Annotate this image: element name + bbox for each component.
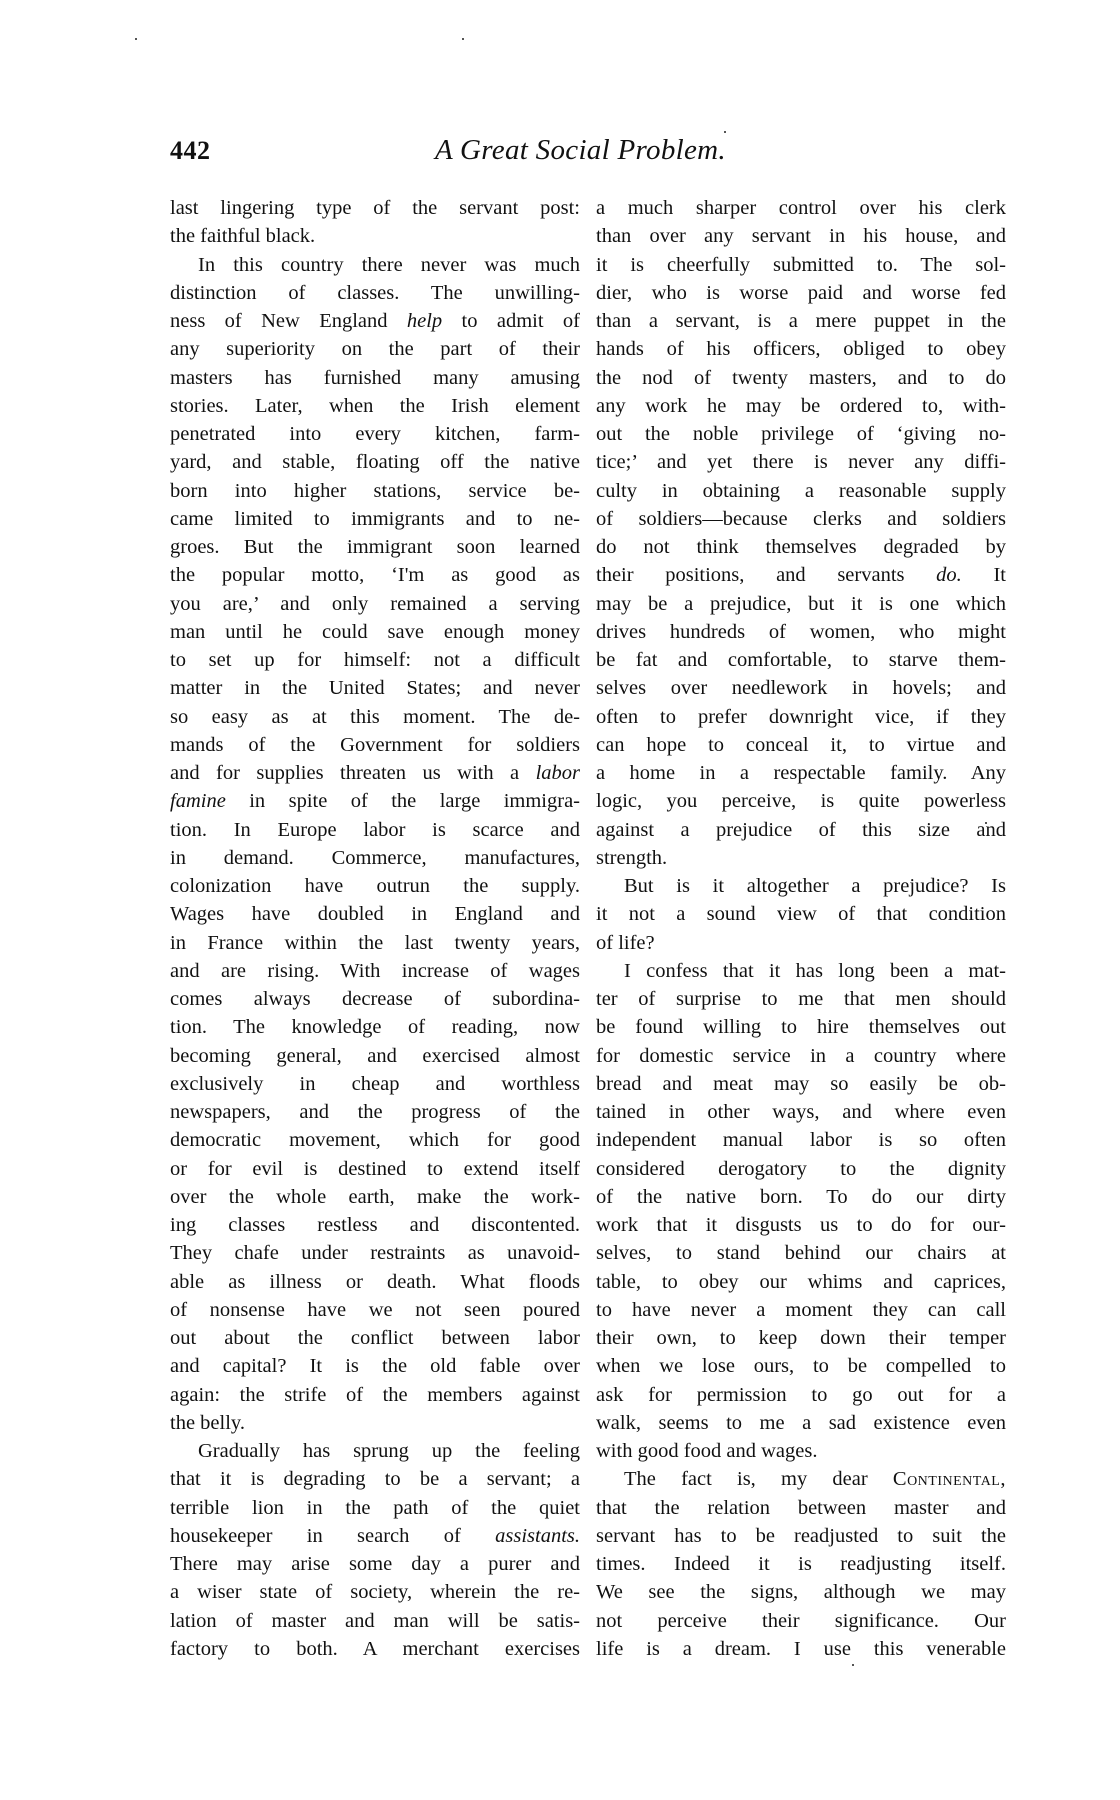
text-line: any work he may be ordered to, with- <box>596 394 1006 417</box>
text-line: so easy as at this moment. The de- <box>170 705 580 728</box>
scan-speck <box>135 38 137 40</box>
text-line: housekeeper in search of assistants. <box>170 1524 580 1547</box>
text-line: a wiser state of society, wherein the re- <box>170 1581 580 1604</box>
text-line: hands of his officers, obliged to obey <box>596 338 1006 361</box>
text-line: born into higher stations, service be- <box>170 479 580 502</box>
text-line: the popular motto, ‘I'm as good as <box>170 564 580 587</box>
text-line: a much sharper control over his clerk <box>596 197 1006 219</box>
text-line: Wages have doubled in England and <box>170 903 580 926</box>
text-line: last lingering type of the servant post: <box>170 197 580 219</box>
text-line: considered derogatory to the dignity <box>596 1157 1006 1180</box>
text-line: out about the conflict between labor <box>170 1327 580 1349</box>
text-line: a home in a respectable family. Any <box>596 762 1006 784</box>
text-line: factory to both. A merchant exercises <box>170 1637 580 1660</box>
text-line: their positions, and servants do. It <box>596 564 1006 587</box>
text-line: strength. <box>596 846 668 869</box>
emphasis: help <box>406 310 443 332</box>
text-line: the belly. <box>170 1411 245 1434</box>
text-line: of the native born. To do our dirty <box>596 1185 1006 1208</box>
text-line: life is a dream. I use this venerable <box>596 1637 1006 1660</box>
text-line: of life? <box>596 931 655 954</box>
text-line: table, to obey our whims and caprices, <box>596 1270 1006 1293</box>
emphasis: do. <box>936 564 962 587</box>
text-line: logic, you perceive, is quite powerless <box>596 790 1006 813</box>
text-line: yard, and stable, floating off the native <box>170 451 580 474</box>
text-line: There may arise some day a purer and <box>170 1553 580 1575</box>
text-line: stories. Later, when the Irish element <box>170 394 580 417</box>
text-line: than over any servant in his house, and <box>596 225 1006 248</box>
text-line: bread and meat may so easily be ob- <box>596 1072 1006 1095</box>
text-line: it not a sound view of that condition <box>596 903 1006 926</box>
text-line: and are rising. With increase of wages <box>170 959 580 982</box>
running-title: A Great Social Problem. <box>435 134 726 166</box>
text-line: masters has furnished many amusing <box>170 366 580 389</box>
text-line: tion. In Europe labor is scarce and <box>170 818 580 841</box>
text-line: times. Indeed it is readjusting itself. <box>596 1553 1006 1575</box>
text-line: again: the strife of the members against <box>170 1383 580 1406</box>
text-line: lation of master and man will be satis- <box>170 1609 580 1632</box>
text-line: do not think themselves degraded by <box>596 536 1006 558</box>
text-line: able as illness or death. What floods <box>170 1270 580 1293</box>
text-line: democratic movement, which for good <box>170 1129 580 1152</box>
text-line: that it is degrading to be a servant; a <box>170 1468 580 1491</box>
text-line: can hope to conceal it, to virtue and <box>596 733 1006 756</box>
text-line: newspapers, and the progress of the <box>170 1101 580 1123</box>
text-line: penetrated into every kitchen, farm- <box>170 423 580 445</box>
text-line: that the relation between master and <box>596 1496 1006 1519</box>
small-caps: Continental, <box>892 1468 1006 1491</box>
text-line: their own, to keep down their temper <box>596 1327 1006 1349</box>
text-line: not perceive their significance. Our <box>596 1609 1006 1632</box>
text-line: servant has to be readjusted to suit the <box>596 1524 1006 1547</box>
text-line: We see the signs, although we may <box>596 1581 1006 1604</box>
text-line: ask for permission to go out for a <box>596 1383 1006 1406</box>
text-line: selves, to stand behind our chairs at <box>596 1242 1006 1265</box>
text-line: tained in other ways, and where even <box>596 1101 1006 1123</box>
page-number: 442 <box>170 136 211 165</box>
text-line: I confess that it has long been a mat- <box>624 959 1006 982</box>
text-line: for domestic service in a country where <box>596 1044 1006 1067</box>
text-line: or for evil is destined to extend itself <box>170 1157 580 1180</box>
scan-speck <box>462 38 464 40</box>
text-line: distinction of classes. The unwilling- <box>170 281 580 304</box>
text-line: tion. The knowledge of reading, now <box>170 1016 580 1039</box>
text-line: But is it altogether a prejudice? Is <box>624 875 1006 897</box>
text-line: over the whole earth, make the work- <box>170 1185 580 1208</box>
text-line: the faithful black. <box>170 225 316 248</box>
text-line: comes always decrease of subordina- <box>170 988 580 1010</box>
text-line: ing classes restless and discontented. <box>170 1214 580 1236</box>
right-column <box>596 194 1006 1663</box>
text-line: famine in spite of the large immigra- <box>170 790 580 813</box>
text-line: of nonsense have we not seen poured <box>170 1298 580 1321</box>
text-line: in demand. Commerce, manufactures, <box>170 846 580 869</box>
text-line: ter of surprise to me that men should <box>596 988 1006 1010</box>
text-line: often to prefer downright vice, if they <box>596 705 1006 728</box>
text-line: than a servant, is a mere puppet in the <box>596 310 1006 332</box>
text-line: came limited to immigrants and to ne- <box>170 507 580 530</box>
text-line: colonization have outrun the supply. <box>170 875 580 897</box>
text-line: work that it disgusts us to do for our- <box>596 1214 1006 1236</box>
emphasis: famine <box>170 790 226 813</box>
text-line: becoming general, and exercised almost <box>170 1044 580 1067</box>
text-line: out the noble privilege of ‘giving no- <box>596 423 1006 445</box>
text-line: and capital? It is the old fable over <box>170 1355 580 1378</box>
text-line: They chafe under restraints as unavoid- <box>170 1242 580 1265</box>
text-line: dier, who is worse paid and worse fed <box>596 281 1006 304</box>
text-line: In this country there never was much <box>198 253 580 276</box>
emphasis: assistants. <box>495 1524 580 1547</box>
text-line: culty in obtaining a reasonable supply <box>596 479 1006 502</box>
page-header <box>170 132 1005 172</box>
text-line: with good food and wages. <box>596 1440 818 1462</box>
text-line: The fact is, my dear Continental, <box>624 1468 1006 1491</box>
text-line: mands of the Government for soldiers <box>170 733 580 756</box>
left-column <box>170 194 580 1663</box>
text-line: to have never a moment they can call <box>596 1298 1006 1321</box>
text-line: to set up for himself: not a difficult <box>170 649 580 671</box>
text-line: ness of New England help to admit of <box>170 310 581 332</box>
text-line: when we lose ours, to be compelled to <box>596 1355 1006 1378</box>
text-line: man until he could save enough money <box>170 620 580 643</box>
scan-speck <box>852 1664 854 1666</box>
text-line: any superiority on the part of their <box>170 338 580 361</box>
text-line: it is cheerfully submitted to. The sol- <box>596 253 1006 276</box>
text-line: against a prejudice of this size and <box>596 818 1006 841</box>
text-line: be fat and comfortable, to starve them- <box>596 649 1006 671</box>
text-line: may be a prejudice, but it is one which <box>596 592 1006 615</box>
text-line: drives hundreds of women, who might <box>596 620 1006 643</box>
text-line: the nod of twenty masters, and to do <box>596 366 1006 389</box>
text-line: of soldiers—because clerks and soldiers <box>596 507 1006 530</box>
text-line: and for supplies threaten us with a labor <box>170 762 580 784</box>
text-line: selves over needlework in hovels; and <box>596 677 1006 700</box>
text-line: matter in the United States; and never <box>170 677 580 700</box>
text-line: Gradually has sprung up the feeling <box>198 1440 580 1462</box>
text-line: in France within the last twenty years, <box>170 931 580 954</box>
text-line: be found willing to hire themselves out <box>596 1016 1006 1039</box>
text-line: exclusively in cheap and worthless <box>170 1072 580 1095</box>
text-line: you are,’ and only remained a serving <box>170 592 580 615</box>
text-line: groes. But the immigrant soon learned <box>170 536 580 558</box>
text-line: independent manual labor is so often <box>596 1129 1006 1152</box>
emphasis: labor <box>535 762 580 784</box>
text-line: walk, seems to me a sad existence even <box>596 1411 1006 1434</box>
text-line: tice;’ and yet there is never any diffi- <box>596 451 1006 474</box>
text-line: terrible lion in the path of the quiet <box>170 1496 580 1519</box>
